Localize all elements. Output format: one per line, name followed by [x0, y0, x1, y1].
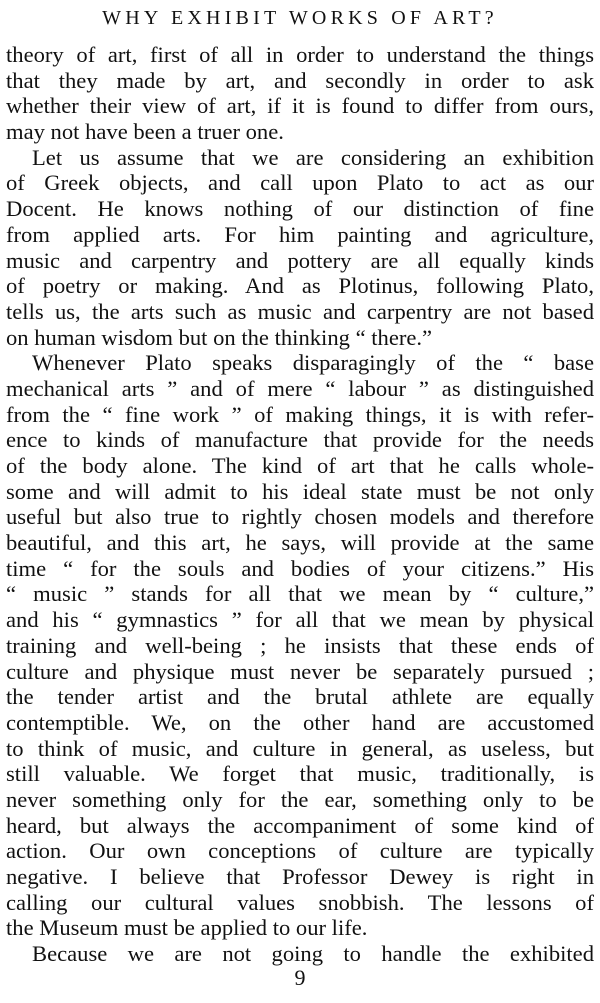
- text-line: useful but also true to rightly chosen models and therefore: [6, 504, 594, 530]
- text-line: never something only for the ear, something only to be: [6, 786, 594, 812]
- text-line: the tender artist and the brutal athlete are equally: [6, 684, 594, 710]
- text-line: of Greek objects, and call upon Plato to act as our: [6, 170, 594, 196]
- text-line: calling our cultural values snobbish. The lessons of: [6, 889, 594, 915]
- text-line: tells us, the arts such as music and carpentry are not based: [6, 298, 594, 324]
- page-number: 9: [294, 965, 306, 990]
- text-line: ence to kinds of manufacture that provide for the needs: [6, 427, 594, 453]
- text-line: from applied arts. For him painting and agriculture,: [6, 221, 594, 247]
- running-head: WHY EXHIBIT WORKS OF ART?: [102, 7, 498, 29]
- text-line: still valuable. We forget that music, traditionally, is: [6, 761, 594, 787]
- text-line: some and will admit to his ideal state must be not only: [6, 478, 594, 504]
- text-line: on human wisdom but on the thinking “ there.”: [6, 324, 433, 350]
- text-line: Whenever Plato speaks disparagingly of the “ base: [32, 350, 594, 376]
- text-line: of poetry or making. And as Plotinus, following Plato,: [6, 273, 594, 299]
- text-line: Let us assume that we are considering an exhibition: [32, 144, 594, 170]
- text-line: negative. I believe that Professor Dewey is right in: [6, 864, 594, 889]
- text-line: Docent. He knows nothing of our distinction of fine: [6, 196, 594, 222]
- text-line: that they made by art, and secondly in order to ask: [6, 67, 594, 93]
- text-line: of the body alone. The kind of art that he calls whole-: [6, 453, 594, 478]
- text-line: theory of art, first of all in order to understand the things: [6, 42, 594, 67]
- text-line: music and carpentry and pottery are all equally kinds: [6, 247, 594, 273]
- text-line: “ music ” stands for all that we mean by “ culture,”: [6, 581, 594, 607]
- text-line: may not have been a truer one.: [6, 119, 284, 145]
- text-line: action. Our own conceptions of culture are typically: [6, 838, 594, 864]
- text-line: culture and physique must never be separately pursued ;: [6, 658, 594, 684]
- text-line: contemptible. We, on the other hand are accustomed: [6, 709, 594, 735]
- text-line: mechanical arts ” and of mere “ labour ” as distinguished: [6, 375, 594, 401]
- text-line: time “ for the souls and bodies of your citizens.” His: [6, 555, 594, 581]
- text-line: training and well-being ; he insists that these ends of: [6, 632, 594, 658]
- text-line: to think of music, and culture in general, as useless, but: [6, 735, 594, 761]
- text-line: whether their view of art, if it is found to differ from ours,: [6, 93, 594, 119]
- text-line: beautiful, and this art, he says, will provide at the same: [6, 530, 594, 556]
- body-text: [6, 42, 594, 967]
- text-line: the Museum must be applied to our life.: [6, 915, 368, 941]
- text-line: and his “ gymnastics ” for all that we mean by physical: [6, 607, 594, 633]
- text-line: heard, but always the accompaniment of some kind of: [6, 812, 594, 838]
- text-line: Because we are not going to handle the exhibited: [32, 941, 594, 967]
- text-line: from the “ fine work ” of making things, it is with refer-: [6, 401, 594, 427]
